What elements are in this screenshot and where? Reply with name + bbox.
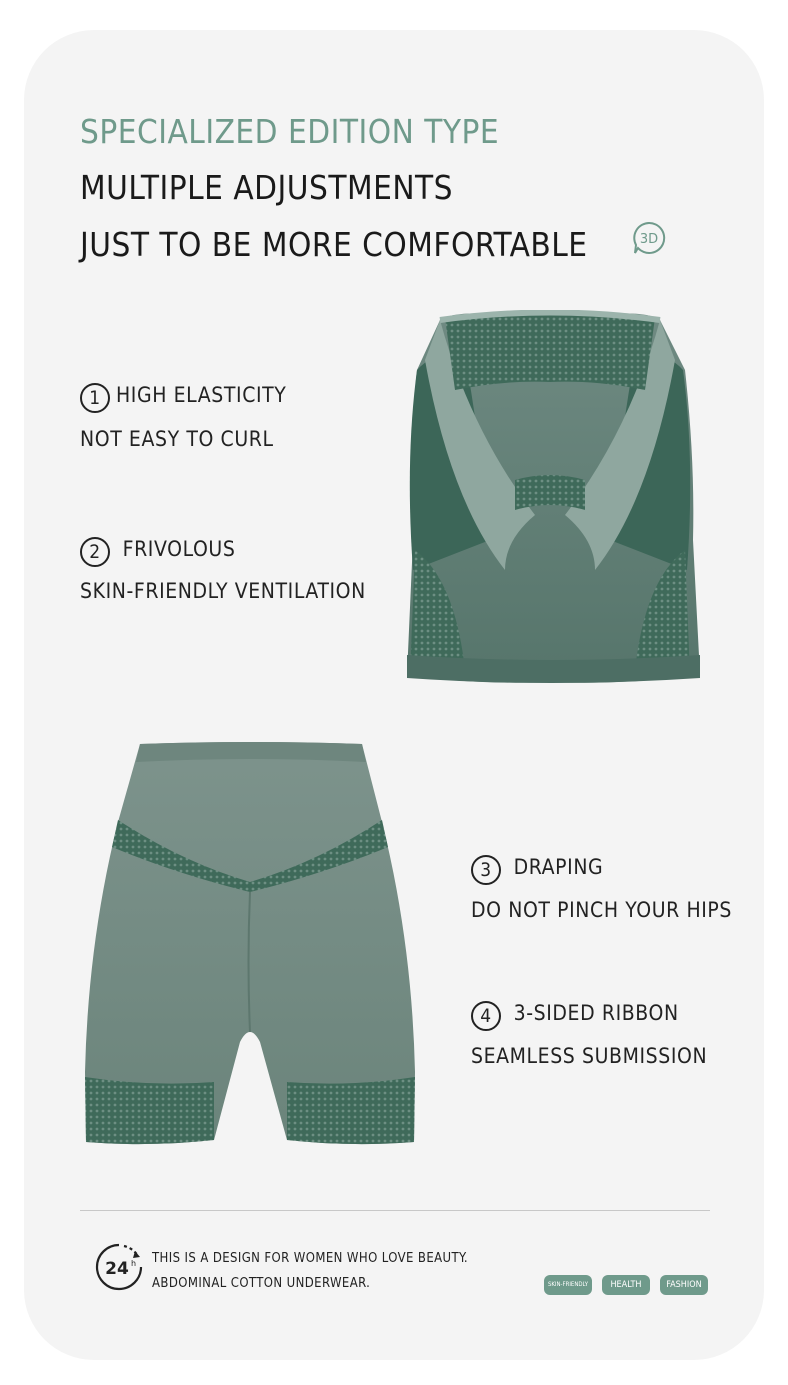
feature-4-number: 4 [471, 1001, 501, 1031]
feature-1-title [80, 383, 286, 413]
feature-4-title-text: 3-SIDED RIBBON [513, 1001, 679, 1025]
footer-line-1: THIS IS A DESIGN FOR WOMEN WHO LOVE BEAUTY. [152, 1251, 469, 1266]
badge-3d-icon [632, 221, 666, 255]
feature-2-title-text: FRIVOLOUS [122, 537, 236, 561]
feature-3-title-text: DRAPING [513, 855, 604, 879]
badge-3d-text: 3D [639, 232, 659, 247]
feature-1-title-text: HIGH ELASTICITY [116, 383, 287, 407]
feature-2-number: 2 [80, 537, 110, 567]
sports-bra-image [395, 310, 705, 685]
feature-2-subtitle: SKIN-FRIENDLY VENTILATION [80, 579, 366, 603]
feature-3-title [471, 855, 603, 885]
tag-fashion: FASHION [660, 1275, 708, 1295]
24h-icon [94, 1242, 144, 1292]
feature-1-number: 1 [80, 383, 110, 413]
24h-icon-number: 24 [105, 1259, 129, 1279]
header-line-3: JUST TO BE MORE COMFORTABLE [80, 225, 588, 264]
footer-line-2: ABDOMINAL COTTON UNDERWEAR. [152, 1276, 371, 1291]
feature-4-title [471, 1001, 679, 1031]
24h-icon-suffix: h [131, 1259, 137, 1268]
tag-health: HEALTH [602, 1275, 650, 1295]
feature-3-subtitle: DO NOT PINCH YOUR HIPS [471, 898, 733, 922]
feature-1-subtitle: NOT EASY TO CURL [80, 427, 274, 451]
tag-skin-friendly: SKIN-FRIENDLY [544, 1275, 592, 1295]
feature-2-title [80, 537, 235, 567]
header-line-2: MULTIPLE ADJUSTMENTS [80, 168, 454, 207]
header-accent-line: SPECIALIZED EDITION TYPE [80, 112, 500, 151]
footer-divider [80, 1210, 710, 1211]
feature-3-number: 3 [471, 855, 501, 885]
shorts-image [82, 742, 418, 1147]
feature-4-subtitle: SEAMLESS SUBMISSION [471, 1044, 708, 1068]
